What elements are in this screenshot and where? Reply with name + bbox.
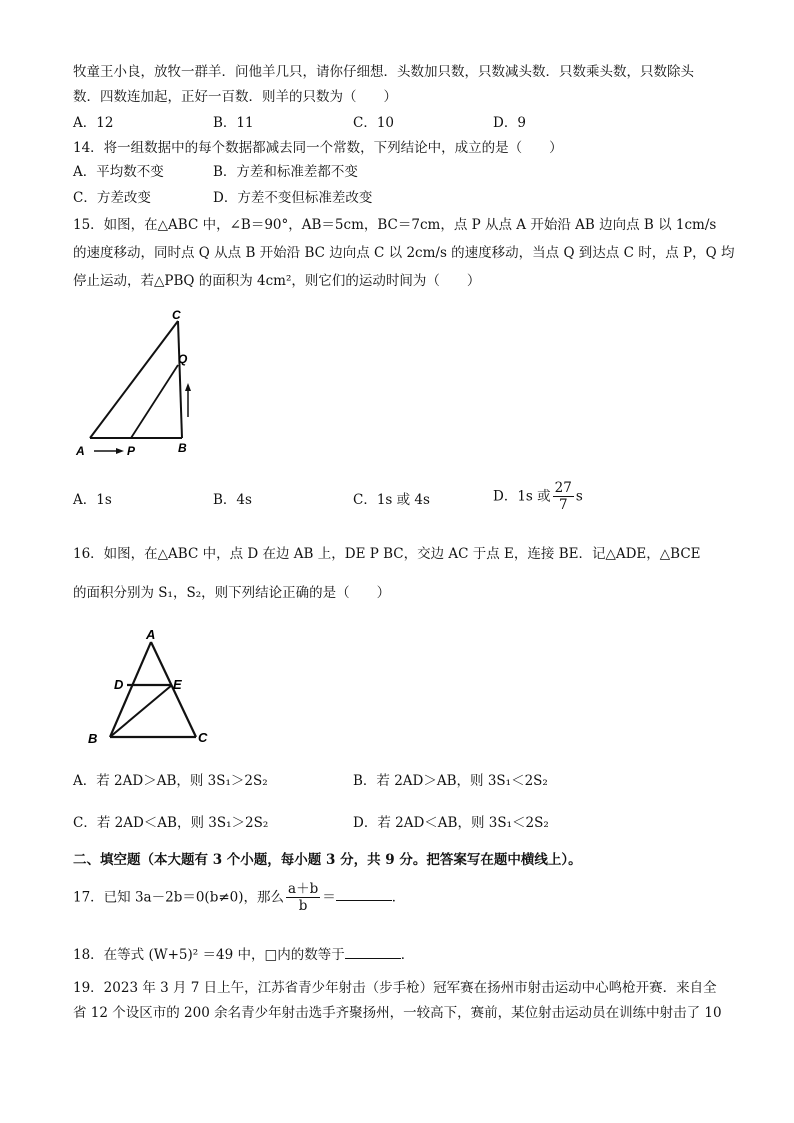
q15-option-d-fraction: [553, 480, 574, 513]
q18-line: [73, 945, 414, 965]
q16-triangle-figure: [80, 625, 230, 750]
q15-line-3: 停止运动，若△PBQ 的面积为 4cm²，则它们的运动时间为（ ）: [73, 273, 481, 289]
q15-label-q: Q: [178, 352, 188, 366]
q19-line-1: 19．2023 年 3 月 7 日上午，江苏省青少年射击（步手枪）冠军赛在扬州市射击运动中心鸣枪开赛．来自全: [73, 980, 717, 996]
q15-option-d: [493, 480, 583, 513]
q13-line-2: 数．四数连加起，正好一百数．则羊的只数为（ ）: [73, 89, 397, 105]
q16-label-a: A: [146, 627, 156, 642]
q15-label-p: P: [127, 444, 136, 458]
q16-option-b: B．若 2AD＞AB，则 3S₁＜2S₂: [353, 773, 548, 789]
section-2-heading: 二、填空题（本大题有 3 个小题，每小题 3 分，共 9 分。把答案写在题中横线上）。: [73, 852, 582, 868]
q15-option-a: A．1s: [73, 492, 112, 508]
q16-label-e: E: [173, 677, 182, 692]
q13-option-a: A．12: [73, 115, 114, 131]
q16-label-b: B: [88, 731, 98, 746]
q16-option-a: A．若 2AD＞AB，则 3S₁＞2S₂: [73, 773, 268, 789]
q18-answer-blank[interactable]: [345, 946, 401, 959]
q16-option-c: C．若 2AD＜AB，则 3S₁＞2S₂: [73, 815, 269, 831]
q13-option-c: C．10: [353, 115, 395, 131]
q16-label-c: C: [198, 730, 208, 745]
q19-line-2: 省 12 个设区市的 200 余名青少年射击选手齐聚扬州，一较高下，赛前，某位射击运动员在训练中射击了 10: [73, 1005, 722, 1021]
q15-line-2: 的速度移动，同时点 Q 从点 B 开始沿 BC 边向点 C 以 2cm/s 的速度移动，当点 Q 到达点 C 时，点 P，Q 均: [73, 245, 735, 261]
q14-option-d: D．方差不变但标准差改变: [213, 190, 373, 206]
q17-end: ．: [391, 889, 406, 906]
q15-triangle-figure: [70, 305, 210, 465]
q15-option-c: C．1s 或 4s: [353, 492, 430, 508]
q15-label-a: A: [76, 444, 85, 458]
q17-line: [73, 880, 405, 915]
q18-end: ．: [400, 947, 415, 963]
q15-fraction-den: 7: [558, 497, 568, 513]
q16-line-2: 的面积分别为 S₁，S₂，则下列结论正确的是（ ）: [73, 585, 391, 601]
q13-option-b: B．11: [213, 115, 254, 131]
q14-stem: 14．将一组数据中的每个数据都减去同一个常数，下列结论中，成立的是（ ）: [73, 140, 563, 156]
q14-option-a: A．平均数不变: [73, 164, 164, 180]
q17-prefix: 17．已知 3a－2b＝0(b≠0)，那么: [73, 889, 285, 906]
q15-label-b: B: [178, 441, 187, 455]
q15-line-1: 15．如图，在△ABC 中，∠B＝90°，AB＝5cm，BC＝7cm，点 P 从点 A 开始沿 AB 边向点 B 以 1cm/s: [73, 217, 717, 233]
q15-fraction-num: 27: [554, 480, 572, 496]
q15-label-c: C: [172, 308, 181, 322]
q15-option-b: B．4s: [213, 492, 252, 508]
q16-line-1: 16．如图，在△ABC 中，点 D 在边 AB 上，DE P BC，交边 AC 于点 E，连接 BE．记△ADE，△BCE: [73, 546, 701, 562]
q17-answer-blank[interactable]: [336, 888, 392, 901]
q15-option-d-prefix: D．1s 或: [493, 488, 551, 505]
q13-line-1: 牧童王小良，放牧一群羊．问他羊几只，请你仔细想．头数加只数，只数减头数．只数乘头数，只数除头: [73, 64, 694, 80]
q14-option-c: C．方差改变: [73, 190, 151, 206]
q17-equals: ＝: [322, 889, 336, 906]
q16-label-d: D: [114, 677, 124, 692]
q17-fraction-num: a＋b: [288, 881, 319, 897]
q16-option-d: D．若 2AD＜AB，则 3S₁＜2S₂: [353, 815, 549, 831]
q17-fraction: [286, 881, 320, 914]
q18-prefix: 18．在等式 (W+5)² ＝49 中，□内的数等于: [73, 947, 345, 963]
q17-fraction-den: b: [298, 898, 308, 914]
q15-option-d-unit: s: [575, 488, 583, 505]
q13-option-d: D．9: [493, 115, 526, 131]
q14-option-b: B．方差和标准差都不变: [213, 164, 358, 180]
